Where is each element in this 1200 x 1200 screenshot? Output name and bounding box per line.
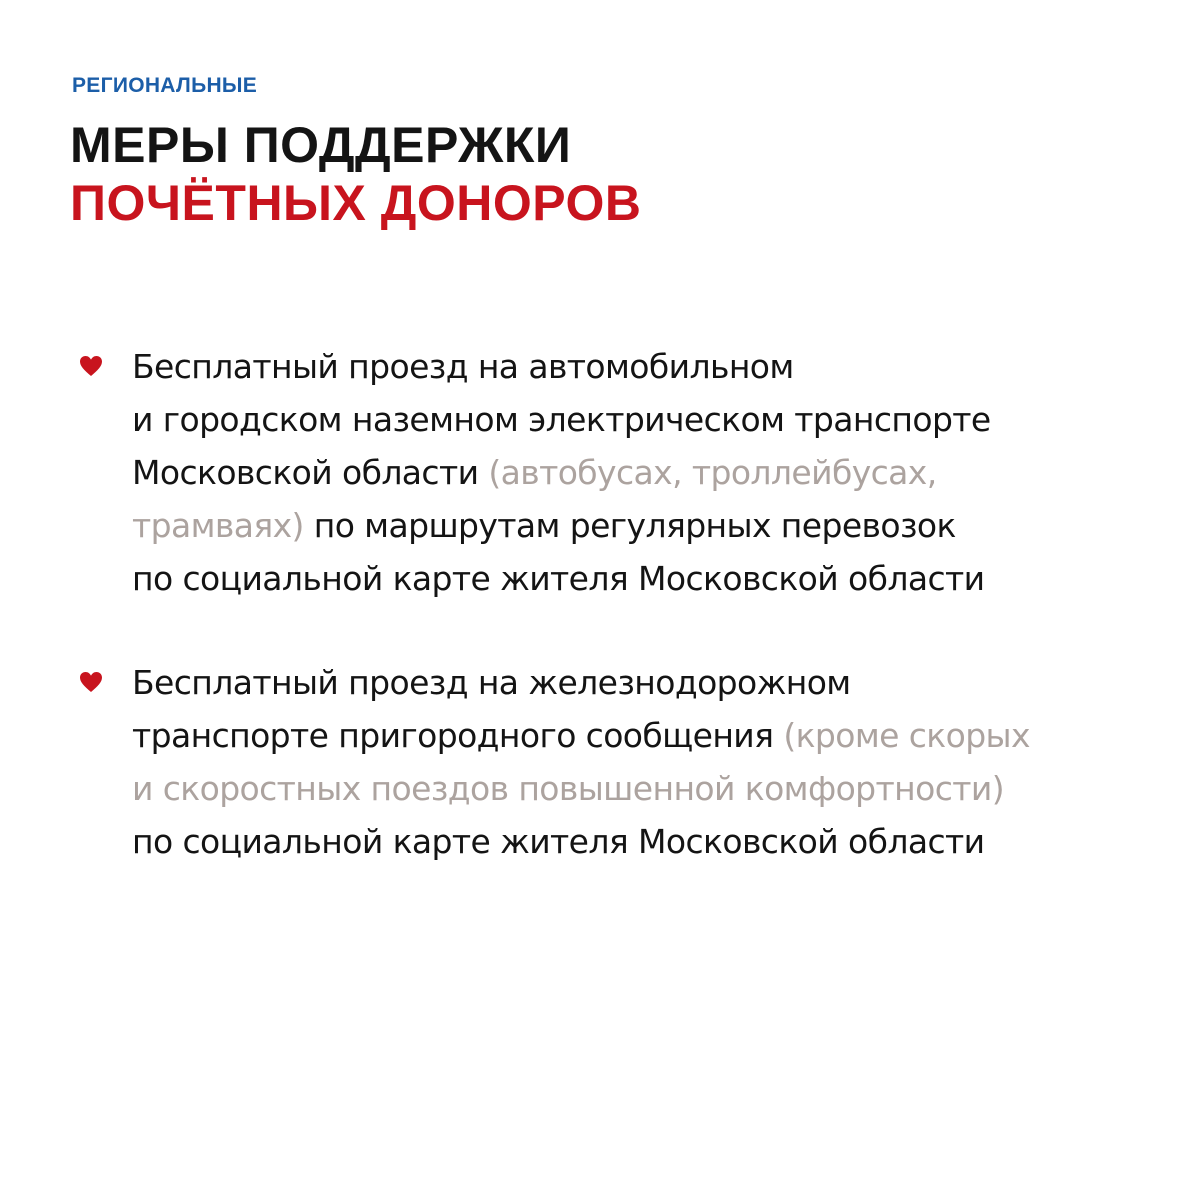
text-segment-muted: (автобусах, троллейбусах, — [488, 453, 937, 492]
text-segment: Бесплатный проезд на железнодорожном — [132, 663, 851, 702]
text-line — [132, 393, 1158, 446]
list-item — [78, 340, 1158, 605]
text-segment-muted: и скоростных поездов повышенной комфортности) — [132, 769, 1005, 808]
text-segment: по социальной карте жителя Московской области — [132, 822, 985, 861]
text-line — [132, 815, 1158, 868]
text-line — [132, 656, 1158, 709]
text-line — [132, 552, 1158, 605]
text-line — [132, 499, 1158, 552]
text-segment: по социальной карте жителя Московской области — [132, 559, 985, 598]
text-line — [132, 709, 1158, 762]
list-item-text — [132, 656, 1158, 868]
page-title — [70, 116, 641, 232]
text-line — [132, 446, 1158, 499]
text-segment: Бесплатный проезд на автомобильном — [132, 347, 794, 386]
text-line — [132, 762, 1158, 815]
page-title-line-2: ПОЧЁТНЫХ ДОНОРОВ — [70, 175, 642, 231]
text-segment: и городском наземном электрическом транспорте — [132, 400, 991, 439]
text-segment: по маршрутам регулярных перевозок — [303, 506, 956, 545]
page-title-line-1: МЕРЫ ПОДДЕРЖКИ — [70, 117, 572, 173]
text-segment: Московской области — [132, 453, 489, 492]
eyebrow-label: РЕГИОНАЛЬНЫЕ — [72, 74, 258, 97]
text-segment-muted: (кроме скорых — [783, 716, 1030, 755]
text-segment-muted: трамваях) — [132, 506, 304, 545]
heart-icon — [78, 670, 104, 694]
list-item-text — [132, 340, 1158, 605]
heart-icon — [78, 354, 104, 378]
text-line — [132, 340, 1158, 393]
text-segment: транспорте пригородного сообщения — [132, 716, 784, 755]
list-item — [78, 656, 1158, 868]
